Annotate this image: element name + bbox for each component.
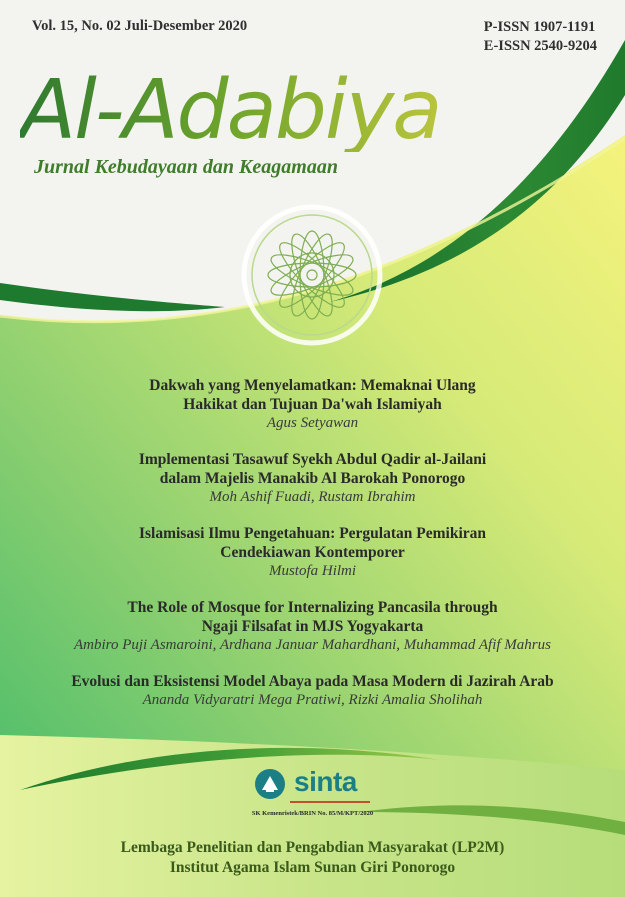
article-title: Evolusi dan Eksistensi Model Abaya pada Masa Modern di Jazirah Arab xyxy=(71,673,554,690)
article-item xyxy=(0,598,625,655)
article-title: Islamisasi Ilmu Pengetahuan: Pergulatan Pemikiran Cendekiawan Kontemporer xyxy=(138,525,487,561)
article-author: Ananda Vidyaratri Mega Pratiwi, Rizki Amalia Sholihah xyxy=(142,692,483,708)
article-title: Dakwah yang Menyelamatkan: Memaknai Ulang Hakikat dan Tujuan Da'wah Islamiyah xyxy=(149,377,476,413)
journal-subtitle: Jurnal Kebudayaan dan Keagamaan xyxy=(34,156,338,178)
issn-block xyxy=(484,18,597,56)
article-item xyxy=(0,524,625,581)
sinta-logo-text: sinta xyxy=(294,766,357,797)
article-title: Implementasi Tasawuf Syekh Abdul Qadir al-Jailani dalam Majelis Manakib Al Barokah Ponorogo xyxy=(138,451,487,487)
article-author: Ambiro Puji Asmaroini, Ardhana Januar Mahardhani, Muhammad Afif Mahrus xyxy=(74,637,551,653)
volume-info: Vol. 15, No. 02 Juli-Desember 2020 xyxy=(32,18,248,34)
e-issn: E-ISSN 2540-9204 xyxy=(483,38,597,54)
article-item xyxy=(0,672,625,710)
sinta-logo-icon xyxy=(255,769,285,799)
publisher-line-2: Institut Agama Islam Sunan Giri Ponorogo xyxy=(169,859,456,876)
article-author: Mustofa Hilmi xyxy=(268,563,357,579)
article-item xyxy=(0,450,625,507)
article-list xyxy=(0,376,625,727)
article-item xyxy=(0,376,625,433)
article-author: Moh Ashif Fuadi, Rustam Ibrahim xyxy=(209,489,416,505)
article-author: Agus Setyawan xyxy=(266,415,359,431)
accreditation-text: SK Kemenristek/BRIN No. 85/M/KPT/2020 xyxy=(251,810,374,817)
article-title: The Role of Mosque for Internalizing Pancasila through Ngaji Filsafat in MJS Yogyakarta xyxy=(127,599,498,635)
publisher-line-1: Lembaga Penelitian dan Pengabdian Masyarakat (LP2M) xyxy=(120,839,505,856)
p-issn: P-ISSN 1907-1191 xyxy=(483,19,596,35)
journal-title: Al-Adabiya xyxy=(20,63,441,158)
publisher-block xyxy=(0,838,625,878)
